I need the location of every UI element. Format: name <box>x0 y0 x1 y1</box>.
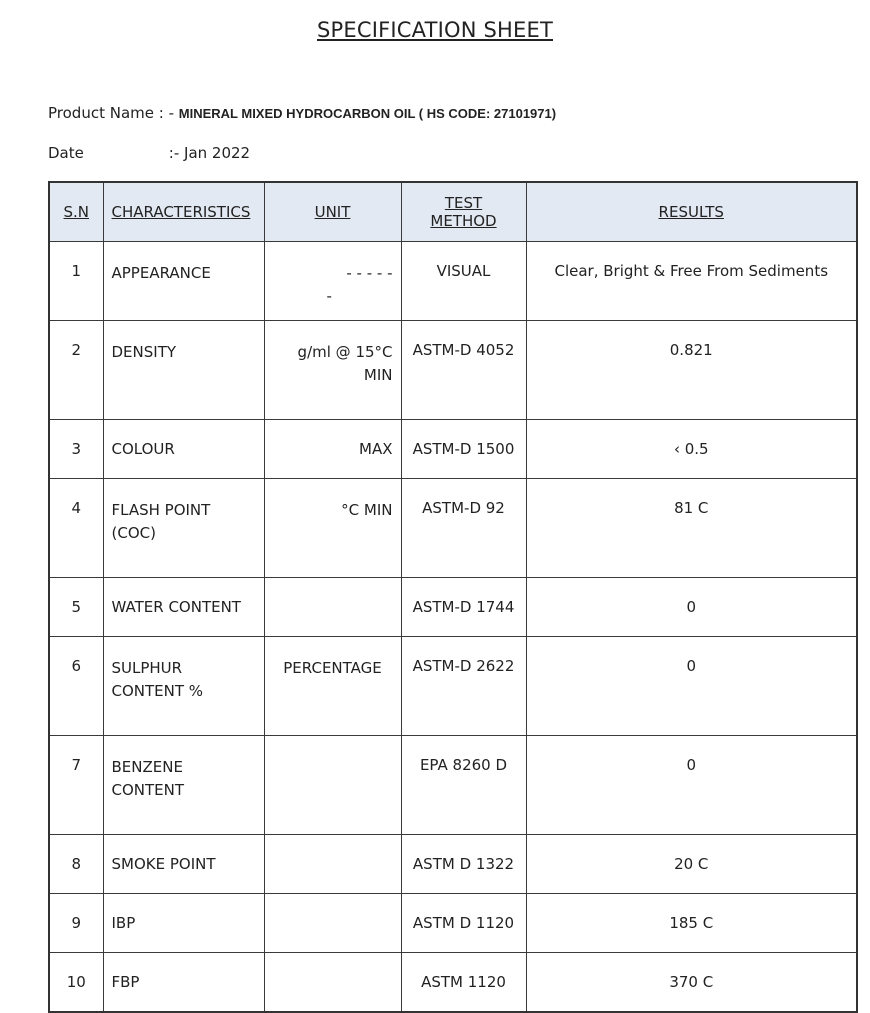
cell-result: 185 C <box>526 894 857 953</box>
table-row <box>49 321 857 420</box>
cell-characteristic <box>103 736 264 835</box>
cell-unit <box>264 420 401 479</box>
unit-line-2: - <box>326 287 332 305</box>
table-row <box>49 242 857 321</box>
cell-characteristic <box>103 894 264 953</box>
header-characteristics: CHARACTERISTICS <box>103 182 264 242</box>
date-label: Date <box>48 144 84 162</box>
table-row <box>49 637 857 736</box>
cell-test-method: ASTM-D 2622 <box>401 637 526 736</box>
characteristic-line-1: SULPHUR <box>111 659 183 677</box>
cell-result: 0.821 <box>526 321 857 420</box>
characteristic-line-2: (COC) <box>111 524 156 542</box>
characteristic-line-1: WATER CONTENT <box>111 597 241 616</box>
cell-unit <box>264 321 401 420</box>
date-line <box>48 144 250 162</box>
unit-line-2: MIN <box>363 366 393 384</box>
characteristic-line-1: FBP <box>111 972 140 991</box>
characteristic-line-1: FLASH POINT <box>111 501 211 519</box>
cell-result: 81 C <box>526 479 857 578</box>
characteristic-line-1: IBP <box>111 913 136 932</box>
cell-test-method: ASTM-D 1500 <box>401 420 526 479</box>
cell-test-method: ASTM-D 1744 <box>401 578 526 637</box>
table-row <box>49 578 857 637</box>
table-row <box>49 420 857 479</box>
characteristic-line-2: CONTENT % <box>111 682 204 700</box>
characteristic-line-1: DENSITY <box>111 343 177 361</box>
cell-sn: 4 <box>49 479 103 578</box>
unit-line-1: MAX <box>359 439 393 458</box>
cell-characteristic <box>103 578 264 637</box>
cell-result: Clear, Bright & Free From Sediments <box>526 242 857 321</box>
product-name-line <box>48 104 556 122</box>
characteristic-line-1: COLOUR <box>111 439 175 458</box>
cell-sn: 5 <box>49 578 103 637</box>
unit-line-1: - - - - - <box>346 264 393 282</box>
characteristic-line-1: APPEARANCE <box>111 264 211 282</box>
header-unit: UNIT <box>264 182 401 242</box>
table-row <box>49 953 857 1013</box>
characteristic-line-1: SMOKE POINT <box>111 854 216 873</box>
cell-characteristic <box>103 479 264 578</box>
cell-unit <box>264 835 401 894</box>
cell-unit <box>264 953 401 1013</box>
unit-line-1: g/ml @ 15°C <box>297 343 393 361</box>
cell-characteristic <box>103 637 264 736</box>
cell-unit <box>264 479 401 578</box>
cell-sn: 9 <box>49 894 103 953</box>
cell-unit <box>264 637 401 736</box>
cell-result: 0 <box>526 578 857 637</box>
product-name-value: MINERAL MIXED HYDROCARBON OIL ( HS CODE: 27101971) <box>178 106 557 121</box>
header-results: RESULTS <box>526 182 857 242</box>
cell-test-method: EPA 8260 D <box>401 736 526 835</box>
table-row <box>49 894 857 953</box>
cell-test-method: VISUAL <box>401 242 526 321</box>
cell-result: ‹ 0.5 <box>526 420 857 479</box>
product-name-label: Product Name : - <box>48 104 174 122</box>
document-title: SPECIFICATION SHEET <box>316 18 553 42</box>
cell-sn: 10 <box>49 953 103 1013</box>
table-header-row <box>49 182 857 242</box>
cell-sn: 7 <box>49 736 103 835</box>
cell-test-method: ASTM-D 92 <box>401 479 526 578</box>
cell-characteristic <box>103 242 264 321</box>
cell-test-method: ASTM-D 4052 <box>401 321 526 420</box>
cell-test-method: ASTM D 1120 <box>401 894 526 953</box>
cell-unit <box>264 894 401 953</box>
cell-result: 20 C <box>526 835 857 894</box>
unit-line-1: PERCENTAGE <box>283 659 382 677</box>
table-row <box>49 736 857 835</box>
cell-test-method: ASTM D 1322 <box>401 835 526 894</box>
cell-sn: 2 <box>49 321 103 420</box>
unit-line-1: °C MIN <box>341 501 393 519</box>
cell-result: 370 C <box>526 953 857 1013</box>
header-test-method: TEST METHOD <box>401 182 526 242</box>
header-sn: S.N <box>49 182 103 242</box>
cell-sn: 6 <box>49 637 103 736</box>
table-row <box>49 479 857 578</box>
cell-test-method: ASTM 1120 <box>401 953 526 1013</box>
cell-unit <box>264 736 401 835</box>
table-row <box>49 835 857 894</box>
cell-characteristic <box>103 321 264 420</box>
cell-sn: 8 <box>49 835 103 894</box>
cell-characteristic <box>103 420 264 479</box>
characteristic-line-1: BENZENE <box>111 758 183 776</box>
cell-result: 0 <box>526 736 857 835</box>
cell-sn: 1 <box>49 242 103 321</box>
cell-result: 0 <box>526 637 857 736</box>
characteristic-line-2: CONTENT <box>111 781 185 799</box>
specification-table <box>48 181 858 1013</box>
date-value: :- Jan 2022 <box>168 144 251 162</box>
cell-sn: 3 <box>49 420 103 479</box>
cell-characteristic <box>103 835 264 894</box>
cell-characteristic <box>103 953 264 1013</box>
cell-unit <box>264 578 401 637</box>
cell-unit <box>264 242 401 321</box>
